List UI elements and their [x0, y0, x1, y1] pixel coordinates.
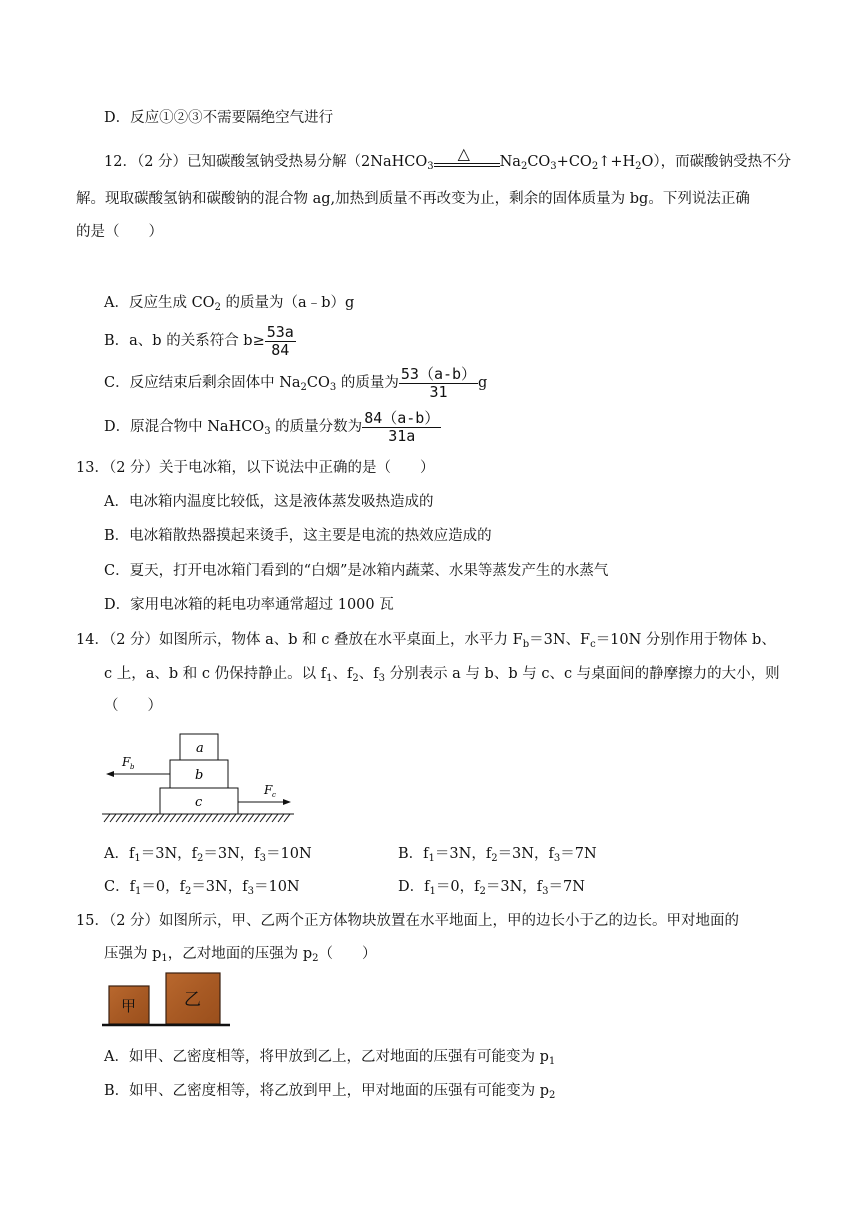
q13-stem: 13．（2 分）关于电冰箱，以下说法中正确的是（ ） [76, 460, 435, 476]
force-fc-arrowhead [283, 799, 291, 805]
q14-stem-line2: c 上，a、b 和 c 仍保持静止。以 $f_1$、$f_2$、$f_3$ 分别表示 a 与 b、b 与 c、c 与桌面间的静摩擦力的大小，则 [104, 666, 780, 684]
q12-option-a: A．反应生成 $CO_2$ 的质量为（a﹣b）g [104, 295, 355, 313]
q15-stem-line1: 15．（2 分）如图所示，甲、乙两个正方体物块放置在水平地面上，甲的边长小于乙的边长。甲对地面的 [76, 913, 740, 929]
q13-option-d: D．家用电冰箱的耗电功率通常超过 1000 瓦 [104, 597, 394, 613]
label-fc-sub: c [272, 791, 276, 799]
label-jia: 甲 [121, 997, 137, 1015]
q12-stem-line1: 12．（2 分）已知碳酸氢钠受热易分解（2NaHCO$_3$ △ $Na_2CO_3+CO_2↑+H_2O$），而碳酸钠受热不分 [104, 144, 792, 172]
q14-option-c: C．$f_1=0$，$f_2=3N$，$f_3=10N$ [104, 879, 300, 897]
q12-option-d: D．原混合物中 NaHCO$_3$ 的质量分数为 $\frac{84(a-b)}{31a}$ [104, 408, 440, 445]
q15-option-b: B．如甲、乙密度相等，将乙放到甲上，甲对地面的压强有可能变为 $p_2$ [104, 1083, 556, 1101]
stacked-blocks-figure [98, 728, 298, 828]
fraction: $\frac{53a}{84}$ [266, 322, 294, 359]
fraction: $\frac{84(a-b)}{31a}$ [364, 408, 440, 445]
q12-stem-line2: 解。现取碳酸氢钠和碳酸钠的混合物 ag,加热到质量不再改变为止，剩余的固体质量为 bg。下列说法正确 [76, 191, 750, 207]
q13-option-a: A．电冰箱内温度比较低，这是液体蒸发吸热造成的 [104, 494, 434, 510]
fraction: $\frac{53(a-b)}{31}$ [400, 364, 477, 401]
label-b: b [195, 768, 204, 783]
q12-stem-line3: 的是（ ） [76, 224, 163, 240]
q12-option-c: C．反应结束后剩余固体中 $Na_2CO_3$ 的质量为 $\frac{53(a-b)}{31}$ g [104, 364, 488, 401]
force-fb-arrowhead [106, 771, 114, 777]
q12-option-b: B．a、b 的关系符合 b≥ $\frac{53a}{84}$ [104, 322, 294, 359]
q14-stem-line1: 14．（2 分）如图所示，物体 a、b 和 c 叠放在水平桌面上，水平力 $F_b=3N$、$F_c=10N$ 分别作用于物体 b、 [76, 632, 776, 650]
heating-arrow: △ [434, 152, 500, 172]
q15-option-a: A．如甲、乙密度相等，将甲放到乙上，乙对地面的压强有可能变为 $p_1$ [104, 1049, 556, 1067]
table-hatch [104, 814, 290, 822]
q13-option-b: B．电冰箱散热器摸起来烫手，这主要是电流的热效应造成的 [104, 528, 492, 544]
label-fb-sub: b [130, 763, 135, 771]
label-fb: F [122, 755, 131, 769]
q14-stem-line3: （ ） [104, 698, 162, 714]
label-c: c [195, 795, 203, 810]
label-a: a [196, 741, 204, 756]
q14-option-b: B．$f_1=3N$，$f_2=3N$，$f_3=7N$ [398, 846, 597, 864]
q11-option-d: D．反应①②③不需要隔绝空气进行 [104, 110, 334, 126]
q14-option-d: D．$f_1=0$，$f_2=3N$，$f_3=7N$ [398, 879, 585, 897]
q13-option-c: C．夏天，打开电冰箱门看到的“白烟”是冰箱内蔬菜、水果等蒸发产生的水蒸气 [104, 563, 609, 579]
cubes-figure [100, 968, 232, 1032]
q15-stem-line2: 压强为 $p_1$，乙对地面的压强为 $p_2$（ ） [104, 946, 377, 964]
label-fc: F [264, 783, 273, 797]
q14-option-a: A．$f_1=3N$，$f_2=3N$，$f_3=10N$ [104, 846, 312, 864]
label-yi: 乙 [184, 990, 201, 1010]
